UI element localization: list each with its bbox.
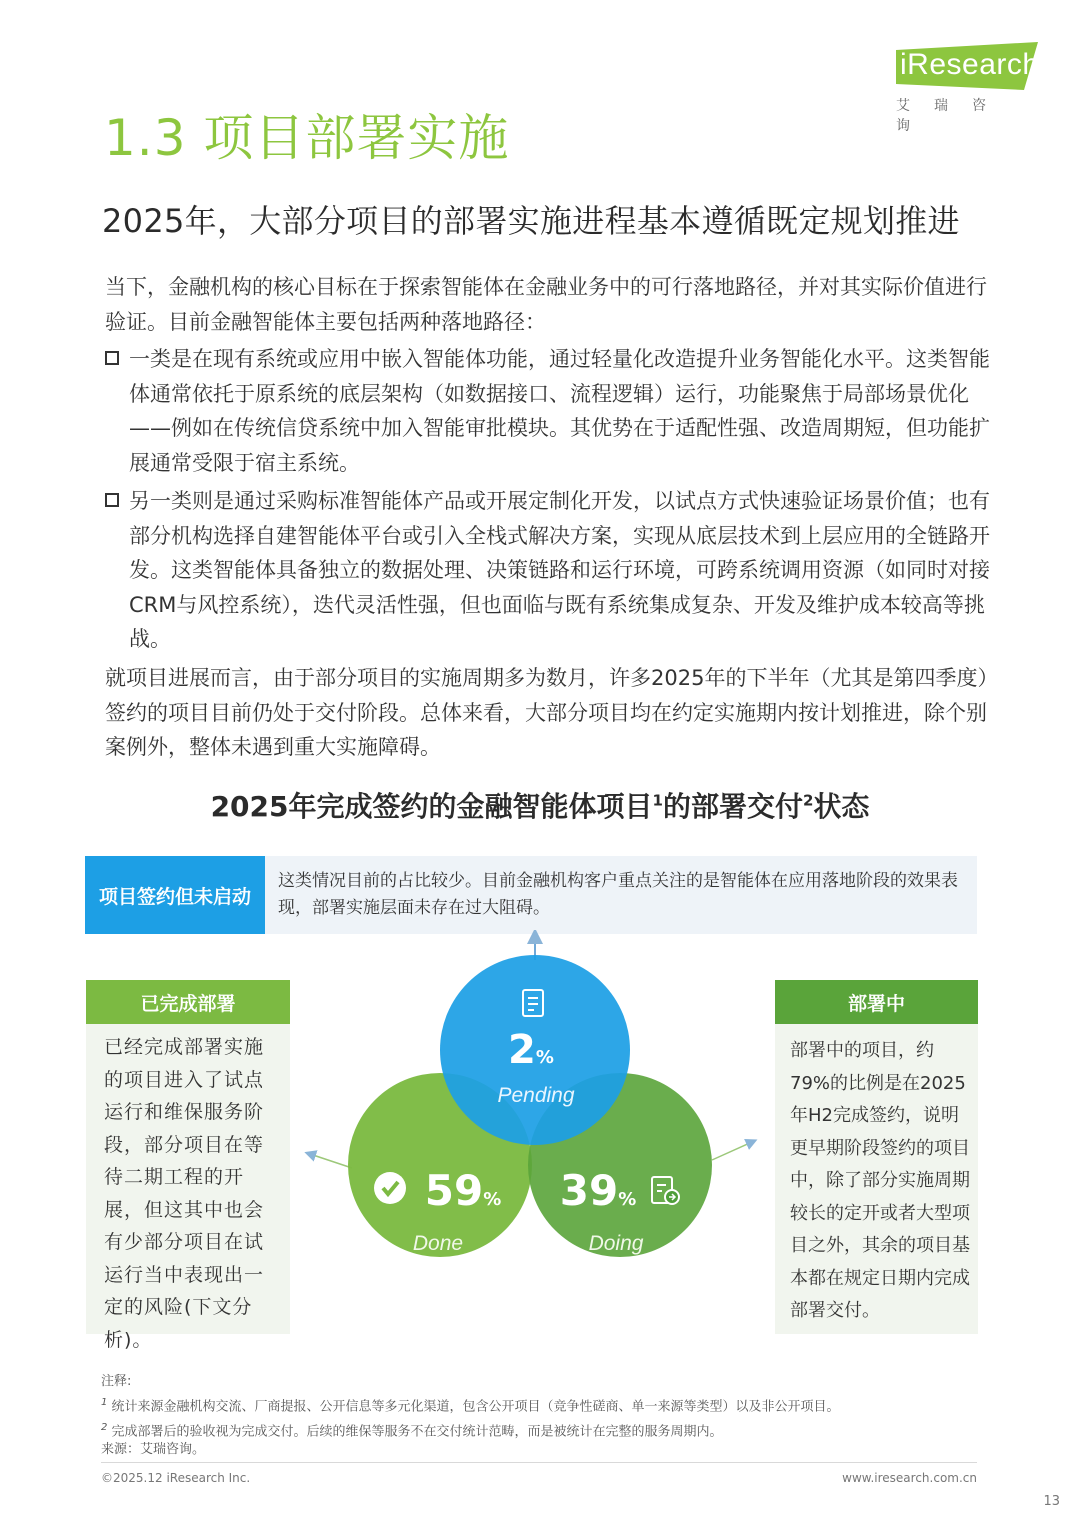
- source-line: 来源：艾瑞咨询。: [101, 1442, 206, 1457]
- status-venn-chart: [300, 930, 780, 1350]
- notes: [101, 1371, 981, 1443]
- arrow-to-done: [310, 1154, 352, 1168]
- checkbox-bullet-icon: [105, 351, 119, 365]
- footer-divider: [101, 1462, 977, 1463]
- done-unit: %: [483, 1189, 502, 1210]
- chart-title: 2025年完成签约的金融智能体项目$^1$的部署交付$^2$状态: [210, 790, 870, 823]
- bullet-text: 另一类则是通过采购标准智能体产品或开展定制化开发，以试点方式快速验证场景价值；也有部分机构选择自建智能体平台或引入全栈式解决方案，实现从底层技术到上层应用的全链路开发。这类智能体具备独立的数据处理、决策链路和运行环境，可跨系统调用资源（如同时对接CRM与风控系统），迭代灵活性强，但也面临与既有系统集成复杂、开发及维护成本较高等挑战。: [129, 489, 990, 651]
- doing-value: 39%: [559, 1166, 637, 1215]
- note-2: $^2$ 完成部署后的验收视为完成交付。后续的维保等服务不在交付统计范畴，而是被统计在完整的服务周期内。: [101, 1422, 723, 1440]
- notes-label: 注释:: [101, 1374, 132, 1389]
- check-icon: [374, 1172, 406, 1204]
- doing-unit: %: [618, 1189, 637, 1210]
- done-description: 已经完成部署实施的项目进入了试点运行和维保服务阶段，部分项目在等待二期工程的开展，但这其中也会有少部分项目在试运行当中表现出一定的风险(下文分析)。: [104, 1036, 265, 1351]
- done-value: 59%: [424, 1166, 502, 1215]
- section-title: 1.3 项目部署实施: [104, 109, 510, 167]
- headline: 2025年，大部分项目的部署实施进程基本遵循既定规划推进: [102, 202, 960, 240]
- bullet-standalone-agents: [105, 484, 1005, 657]
- checkbox-bullet-icon: [105, 493, 119, 507]
- progress-paragraph: 就项目进展而言，由于部分项目的实施周期多为数月，许多2025年的下半年（尤其是第四季度）签约的项目目前仍处于交付阶段。总体来看，大部分项目均在约定实施期内按计划推进，除个别案例外，整体未遇到重大实施障碍。: [105, 666, 999, 759]
- logo-cn-text: 艾瑞咨询: [896, 98, 1010, 134]
- intro-paragraph: 当下，金融机构的核心目标在于探索智能体在金融业务中的可行落地路径，并对其实际价值进行验证。目前金融智能体主要包括两种落地路径：: [105, 275, 987, 334]
- page-number: 13: [1043, 1494, 1060, 1509]
- pending-label: 项目签约但未启动: [85, 856, 265, 934]
- doing-panel-header: 部署中: [775, 980, 978, 1024]
- pending-label-text: Pending: [497, 1084, 575, 1107]
- doing-description: 部署中的项目，约79%的比例是在2025年H2完成签约，说明更早期阶段签约的项目中，除了部分实施周期较长的定开或者大型项目之外，其余的项目基本都在规定日期内完成部署交付。: [790, 1040, 970, 1321]
- pending-value: 2%: [508, 1027, 554, 1073]
- copyright: ©2025.12 iResearch Inc.: [101, 1471, 251, 1485]
- bullet-text: 一类是在现有系统或应用中嵌入智能体功能，通过轻量化改造提升业务智能化水平。这类智能体通常依托于原系统的底层架构（如数据接口、流程逻辑）运行，功能聚焦于局部场景优化——例如在传统信贷系统中加入智能审批模块。其优势在于适配性强、改造周期短，但功能扩展通常受限于宿主系统。: [129, 347, 990, 475]
- done-panel-header: 已完成部署: [86, 980, 290, 1024]
- website-link[interactable]: www.iresearch.com.cn: [842, 1471, 977, 1485]
- arrow-to-doing: [712, 1142, 752, 1160]
- bullet-embedded-agents: [105, 342, 1005, 480]
- done-label-text: Done: [412, 1232, 464, 1255]
- note-1: $^1$ 统计来源金融机构交流、厂商提报、公开信息等多元化渠道，包含公开项目（竞争性磋商、单一来源等类型）以及非公开项目。: [101, 1397, 840, 1415]
- iresearch-logo: [896, 42, 1042, 92]
- pending-unit: %: [535, 1047, 554, 1068]
- logo-brand-text: iResearch: [900, 48, 1040, 81]
- doing-label-text: Doing: [588, 1232, 644, 1255]
- pending-description: 这类情况目前的占比较少。目前金融机构客户重点关注的是智能体在应用落地阶段的效果表现，部署实施层面未存在过大阻碍。: [278, 871, 958, 918]
